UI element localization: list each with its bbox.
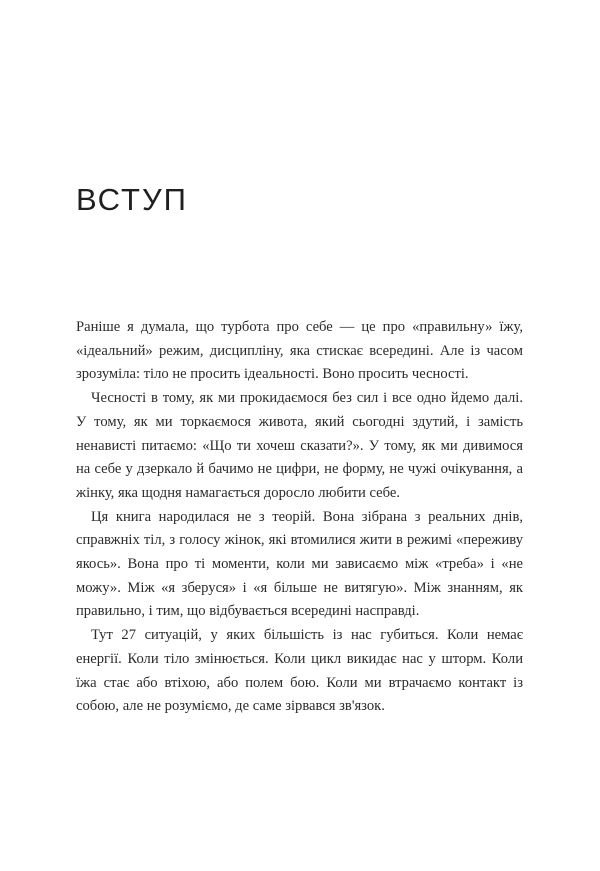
paragraph-3: Ця книга народилася не з теорій. Вона зібрана з реальних днів, справжніх тіл, з голосу жінок, які втомилися жити в режимі «переживу якось». Вона про ті моменти, коли ми зависаємо між «треба» і «не можу». Між «я зберуся» і «я більше не витягую». Між знанням, як правильно, і тим, що відбувається всередині насправді. [76, 508, 523, 620]
chapter-title: ВСТУП [76, 182, 188, 217]
paragraph-2: Чесності в тому, як ми прокидаємося без сил і все одно йдемо далі. У тому, як ми торкаємося живота, який сьогодні здутий, і замість ненависті питаємо: «Що ти хочеш сказати?». У тому, як ми дивимося на себе у дзеркало й бачимо не цифри, не форму, не чужі очікування, а жінку, яка щодня намагається доросло любити себе. [76, 390, 523, 501]
paragraph-4: Тут 27 ситуацій, у яких більшість із нас губиться. Коли немає енергії. Коли тіло змінюється. Коли цикл викидає нас у шторм. Коли їжа стає або втіхою, або полем бою. Коли ми втрачаємо контакт із собою, але не розуміємо, де саме зірвався зв'язок. [76, 627, 523, 715]
paragraph-1: Раніше я думала, що турбота про себе — це про «правильну» їжу, «ідеальний» режим, дисципліну, яка стискає всередині. Але із часом зрозуміла: тіло не просить ідеальності. Воно просить чесності. [76, 319, 523, 383]
chapter-body [76, 316, 523, 719]
